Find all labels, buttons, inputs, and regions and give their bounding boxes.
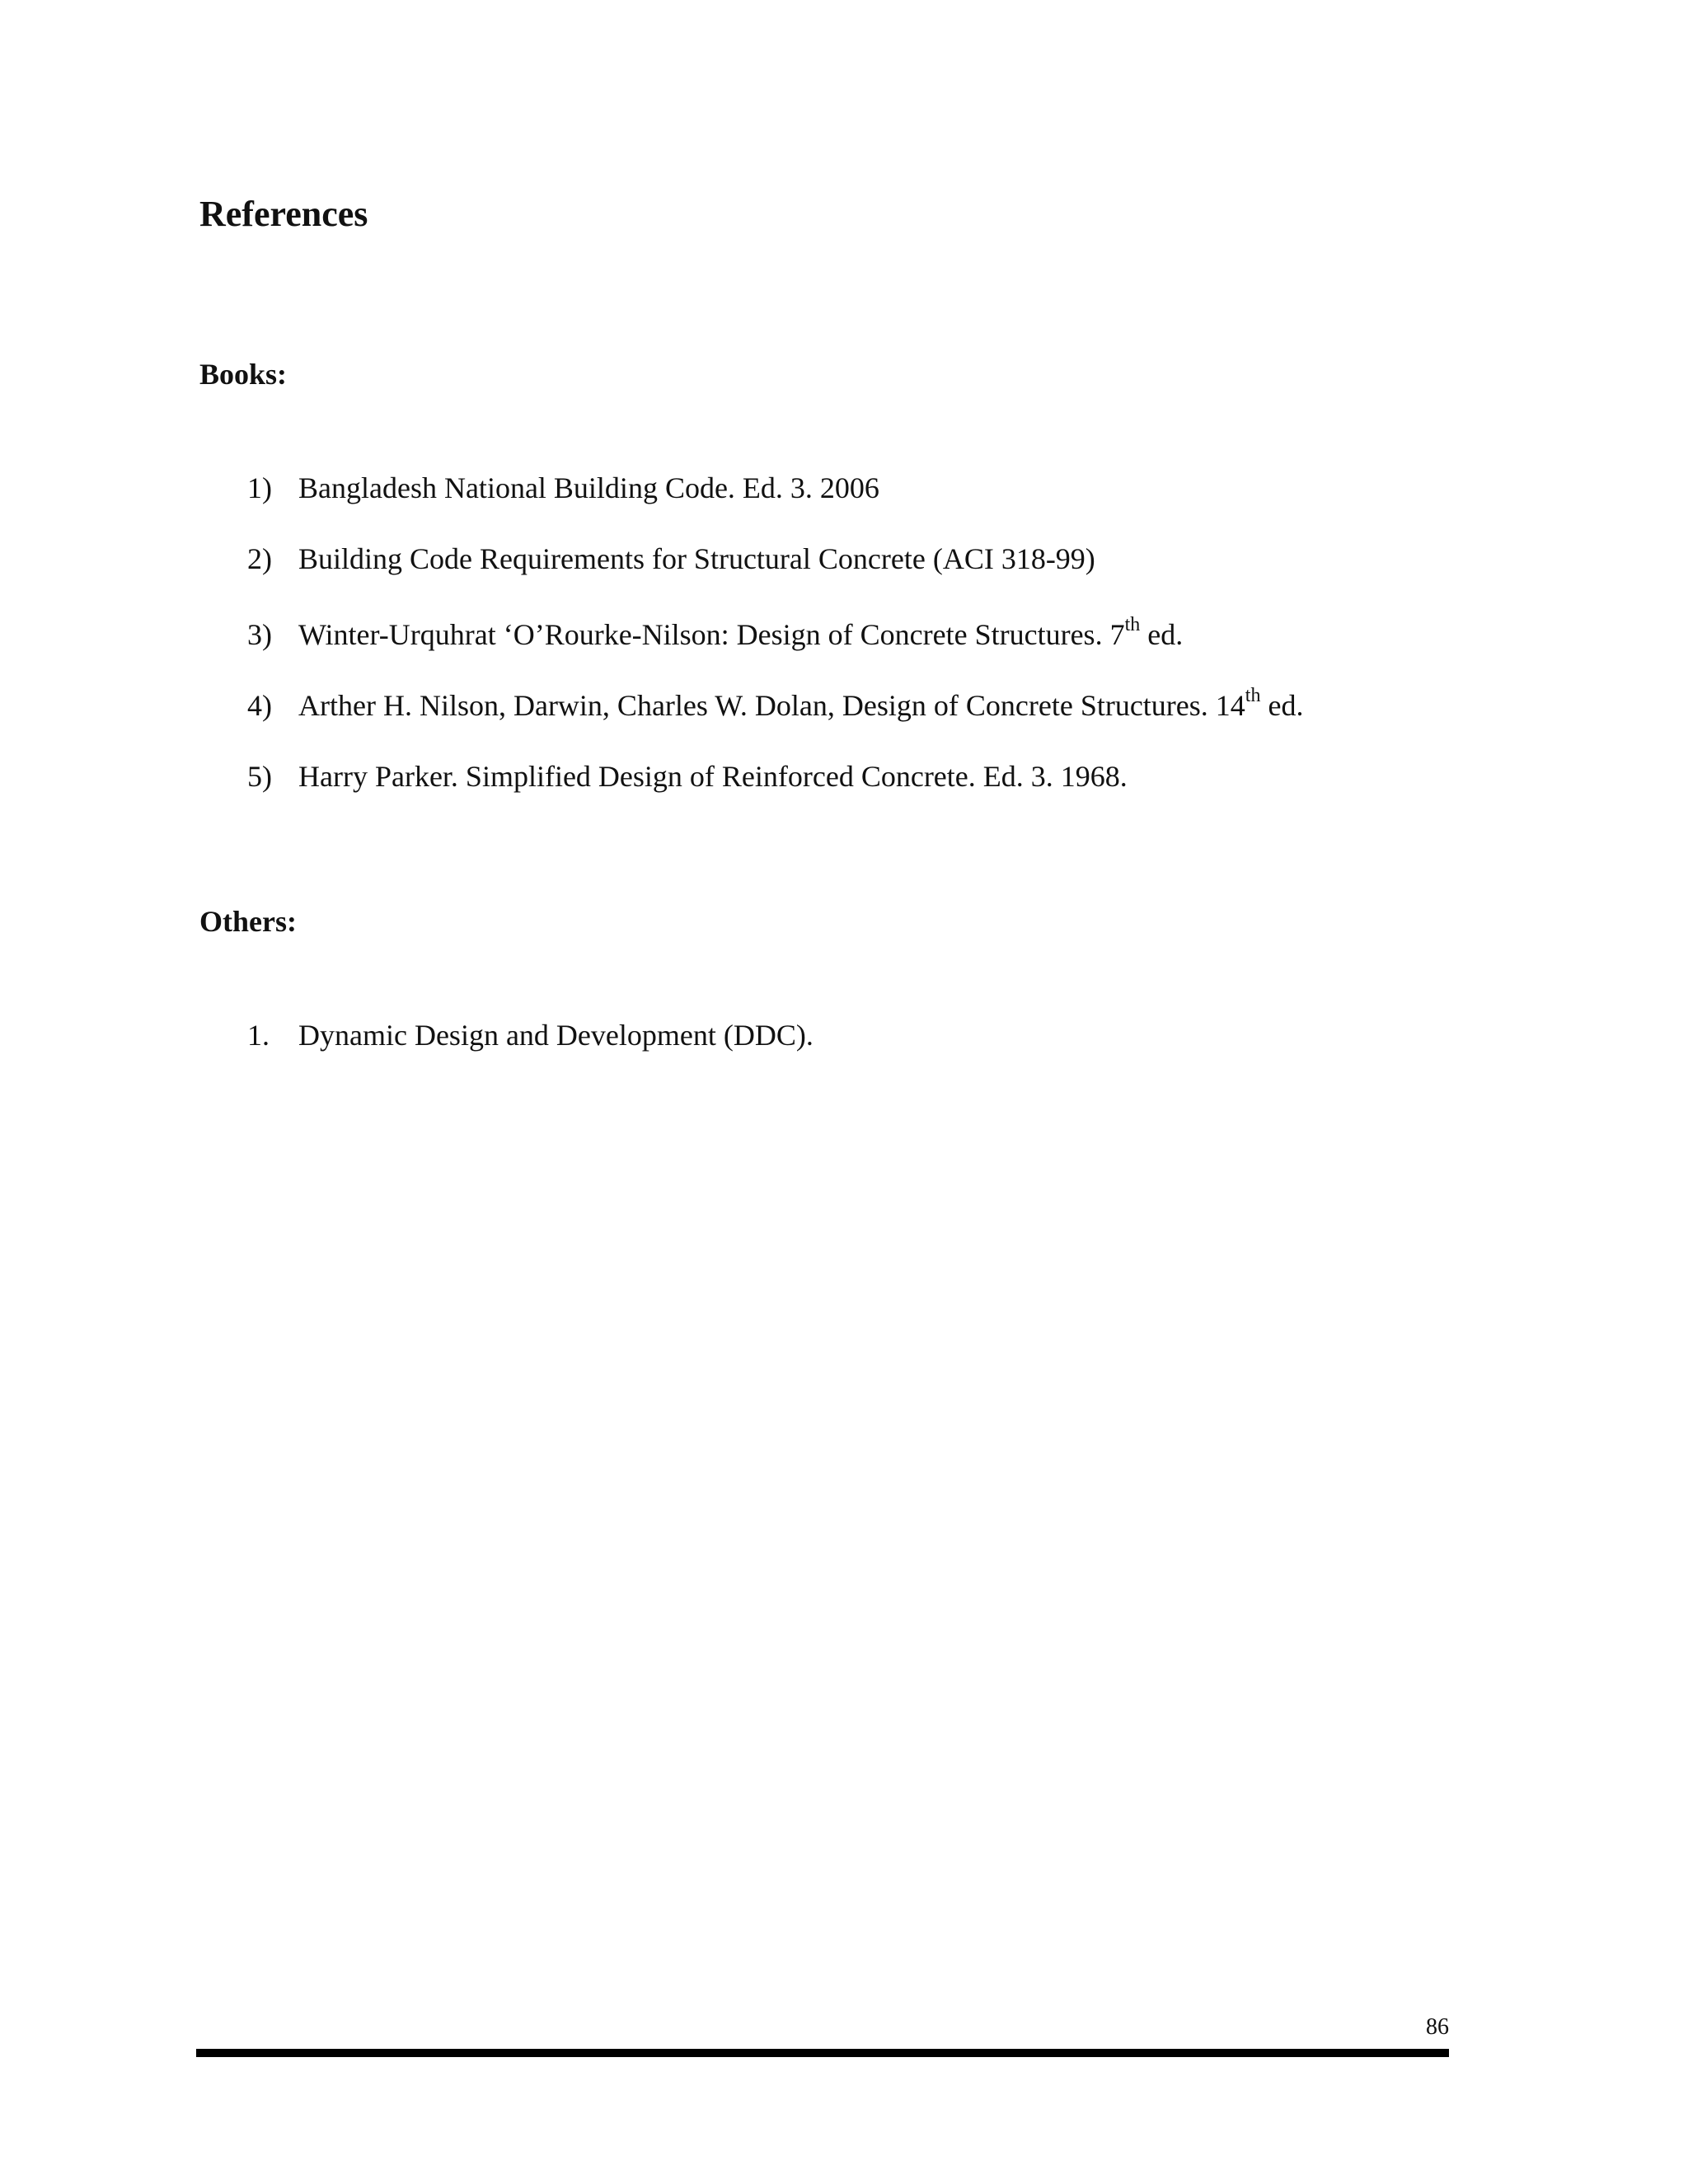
reference-number: 5) <box>247 760 272 793</box>
reference-text-wrap <box>298 614 1184 651</box>
reference-number: 1) <box>247 471 272 504</box>
reference-text-suffix: ed. <box>1260 689 1304 722</box>
reference-text: Harry Parker. Simplified Design of Reinforced Concrete. Ed. 3. 1968. <box>298 760 1128 793</box>
reference-number: 4) <box>247 689 272 722</box>
reference-number: 2) <box>247 542 272 575</box>
reference-text-wrap <box>298 762 1128 791</box>
reference-text: Arther H. Nilson, Darwin, Charles W. Dolan, Design of Concrete Structures. 14 <box>298 689 1245 722</box>
reference-text: Winter-Urquhrat ‘O’Rourke-Nilson: Design of Concrete Structures. 7 <box>298 618 1125 651</box>
reference-text: Bangladesh National Building Code. Ed. 3. 2006 <box>298 471 879 504</box>
reference-text-wrap <box>298 685 1304 722</box>
reference-number: 1. <box>247 1019 270 1052</box>
page-number: 86 <box>1426 2014 1449 2040</box>
page-title: References <box>199 194 368 234</box>
reference-superscript: th <box>1124 614 1141 635</box>
reference-text-suffix: ed. <box>1140 618 1184 651</box>
footer-divider <box>196 2049 1449 2057</box>
reference-text-wrap <box>298 1020 814 1050</box>
reference-superscript: th <box>1245 685 1261 706</box>
reference-text-wrap <box>298 544 1095 574</box>
others-heading: Others: <box>199 905 297 938</box>
reference-number: 3) <box>247 618 272 651</box>
reference-text: Building Code Requirements for Structural Concrete (ACI 318-99) <box>298 542 1095 575</box>
reference-text-wrap <box>298 473 879 503</box>
books-heading: Books: <box>199 358 288 391</box>
reference-text: Dynamic Design and Development (DDC). <box>298 1019 814 1052</box>
